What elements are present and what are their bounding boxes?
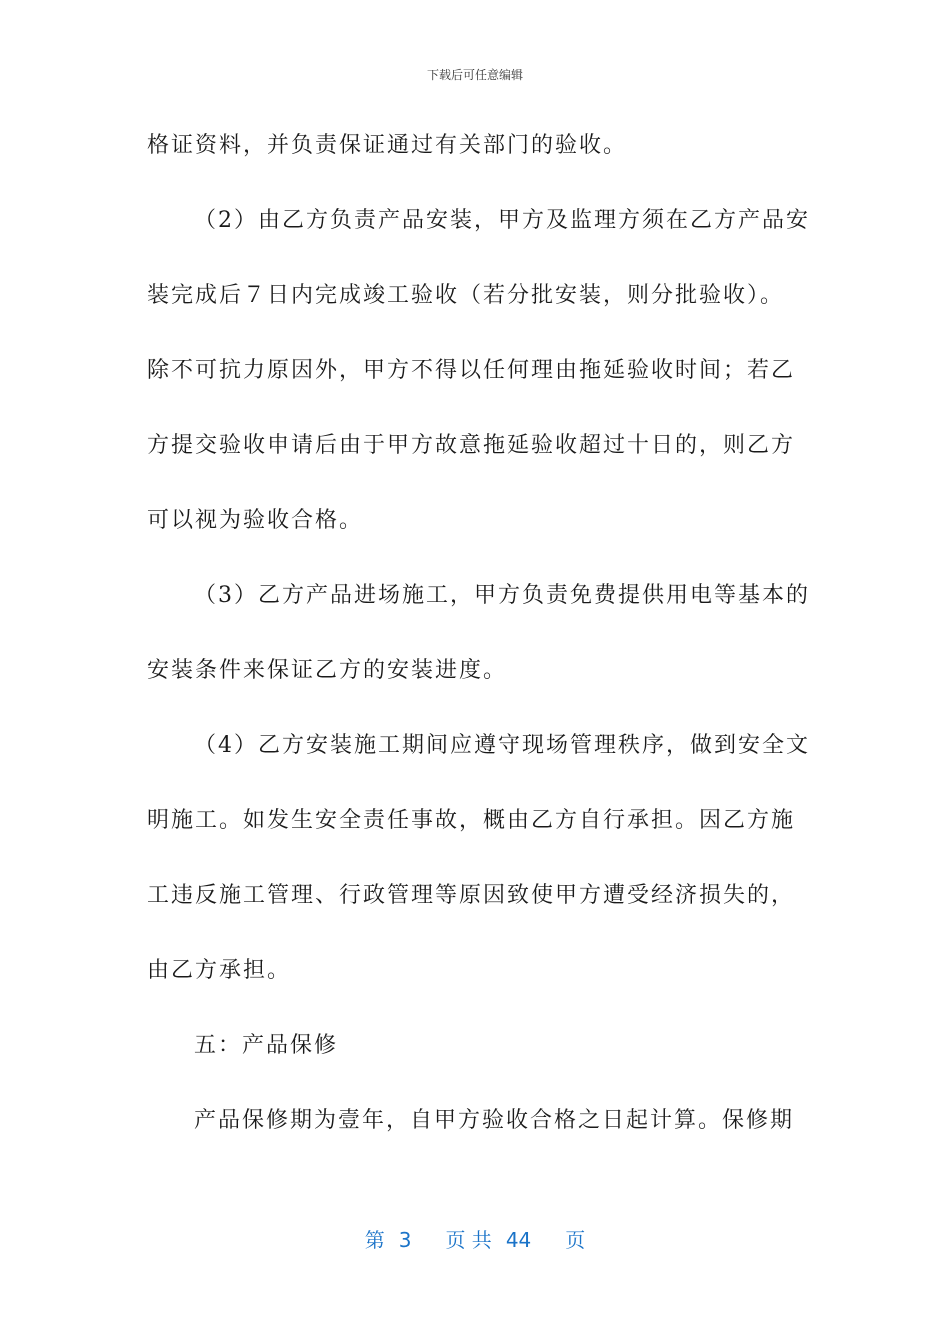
body-line: （4）乙方安装施工期间应遵守现场管理秩序，做到安全文 [194, 733, 810, 758]
body-line: 由乙方承担。 [147, 958, 292, 983]
current-page-number: 3 [398, 1228, 412, 1252]
body-line: 明施工。如发生安全责任事故，概由乙方自行承担。因乙方施 [147, 808, 796, 833]
body-line: 装完成后７日内完成竣工验收（若分批安装，则分批验收）。 [147, 283, 785, 308]
body-line: （3）乙方产品进场施工，甲方负责免费提供用电等基本的 [194, 583, 810, 608]
page-footer [0, 1224, 950, 1253]
body-line: 安装条件来保证乙方的安装进度。 [147, 658, 508, 683]
body-line: 方提交验收申请后由于甲方故意拖延验收超过十日的，则乙方 [147, 433, 796, 458]
total-pages-number: 44 [505, 1228, 532, 1252]
footer-prefix: 第 [364, 1228, 385, 1252]
page-header-note: 下载后可任意编辑 [426, 68, 523, 82]
footer-middle: 页 共 [445, 1228, 492, 1252]
body-line: 工违反施工管理、行政管理等原因致使甲方遭受经济损失的， [147, 883, 796, 908]
body-line: （2）由乙方负责产品安装，甲方及监理方须在乙方产品安 [194, 208, 810, 233]
body-line: 格证资料，并负责保证通过有关部门的验收。 [147, 133, 628, 158]
body-line: 产品保修期为壹年，自甲方验收合格之日起计算。保修期 [194, 1108, 795, 1133]
footer-suffix: 页 [565, 1228, 586, 1252]
document-body [147, 118, 810, 1168]
body-line: 可以视为验收合格。 [147, 508, 364, 533]
section-heading: 五：产品保修 [194, 1033, 339, 1058]
body-line: 除不可抗力原因外，甲方不得以任何理由拖延验收时间；若乙 [147, 358, 796, 383]
